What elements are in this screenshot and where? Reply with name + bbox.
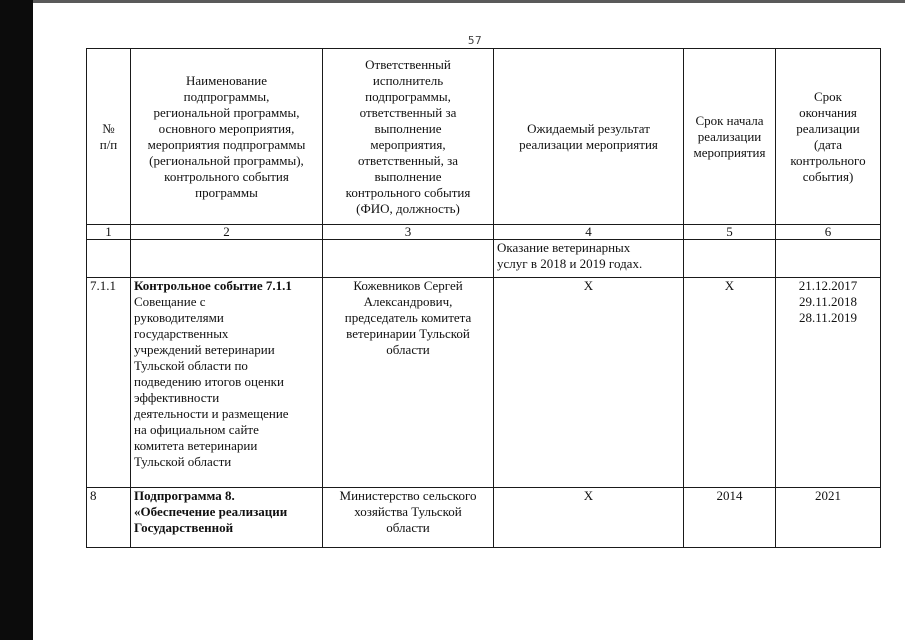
cell-name-heading: Подпрограмма 8. «Обеспечение реализации Государственной	[134, 488, 288, 535]
cell-empty	[684, 240, 776, 278]
table-header-row	[87, 49, 881, 225]
cell-responsible: Министерство сельского хозяйства Тульской области	[323, 488, 494, 548]
cell-empty	[776, 240, 881, 278]
header-cell-end: Срок окончания реализации (дата контрольного события)	[776, 49, 881, 225]
scan-left-edge	[0, 0, 33, 640]
column-number: 3	[323, 225, 494, 240]
scan-top-edge	[33, 0, 905, 3]
header-cell-result: Ожидаемый результат реализации мероприятия	[494, 49, 684, 225]
cell-result: Оказание ветеринарных услуг в 2018 и 2019 годах.	[494, 240, 684, 278]
cell-name-heading: Контрольное событие 7.1.1	[134, 278, 292, 293]
header-cell-responsible: Ответственный исполнитель подпрограммы, ответственный за выполнение мероприятия, ответственный, за выполнение контрольного события (ФИО, должность)	[323, 49, 494, 225]
measures-table	[86, 48, 881, 548]
column-number: 6	[776, 225, 881, 240]
column-number: 4	[494, 225, 684, 240]
column-number: 2	[131, 225, 323, 240]
column-number-row	[87, 225, 881, 240]
cell-name	[131, 278, 323, 488]
cell-end: 2021	[776, 488, 881, 548]
cell-result: X	[494, 488, 684, 548]
column-number: 5	[684, 225, 776, 240]
cell-empty	[323, 240, 494, 278]
table-row	[87, 278, 881, 488]
cell-empty	[87, 240, 131, 278]
cell-name-text: Совещание с руководителями государственных учреждений ветеринарии Тульской области по подведению итогов оценки эффективности деятельности и размещение на официальном сайте комитета ветеринарии Тульской области	[134, 294, 289, 469]
table-row	[87, 488, 881, 548]
header-cell-name: Наименование подпрограммы, региональной программы, основного мероприятия, мероприятия подпрограммы (региональной программы), контрольного события программы	[131, 49, 323, 225]
cell-end: 21.12.2017 29.11.2018 28.11.2019	[776, 278, 881, 488]
column-number: 1	[87, 225, 131, 240]
cell-empty	[131, 240, 323, 278]
cell-number: 7.1.1	[87, 278, 131, 488]
page-number: 57	[467, 34, 483, 47]
cell-start: X	[684, 278, 776, 488]
cell-start: 2014	[684, 488, 776, 548]
cell-name	[131, 488, 323, 548]
header-cell-start: Срок начала реализации мероприятия	[684, 49, 776, 225]
cell-number: 8	[87, 488, 131, 548]
table-row-continuation	[87, 240, 881, 278]
cell-responsible: Кожевников Сергей Александрович, председатель комитета ветеринарии Тульской области	[323, 278, 494, 488]
header-cell-number: № п/п	[87, 49, 131, 225]
cell-result: X	[494, 278, 684, 488]
